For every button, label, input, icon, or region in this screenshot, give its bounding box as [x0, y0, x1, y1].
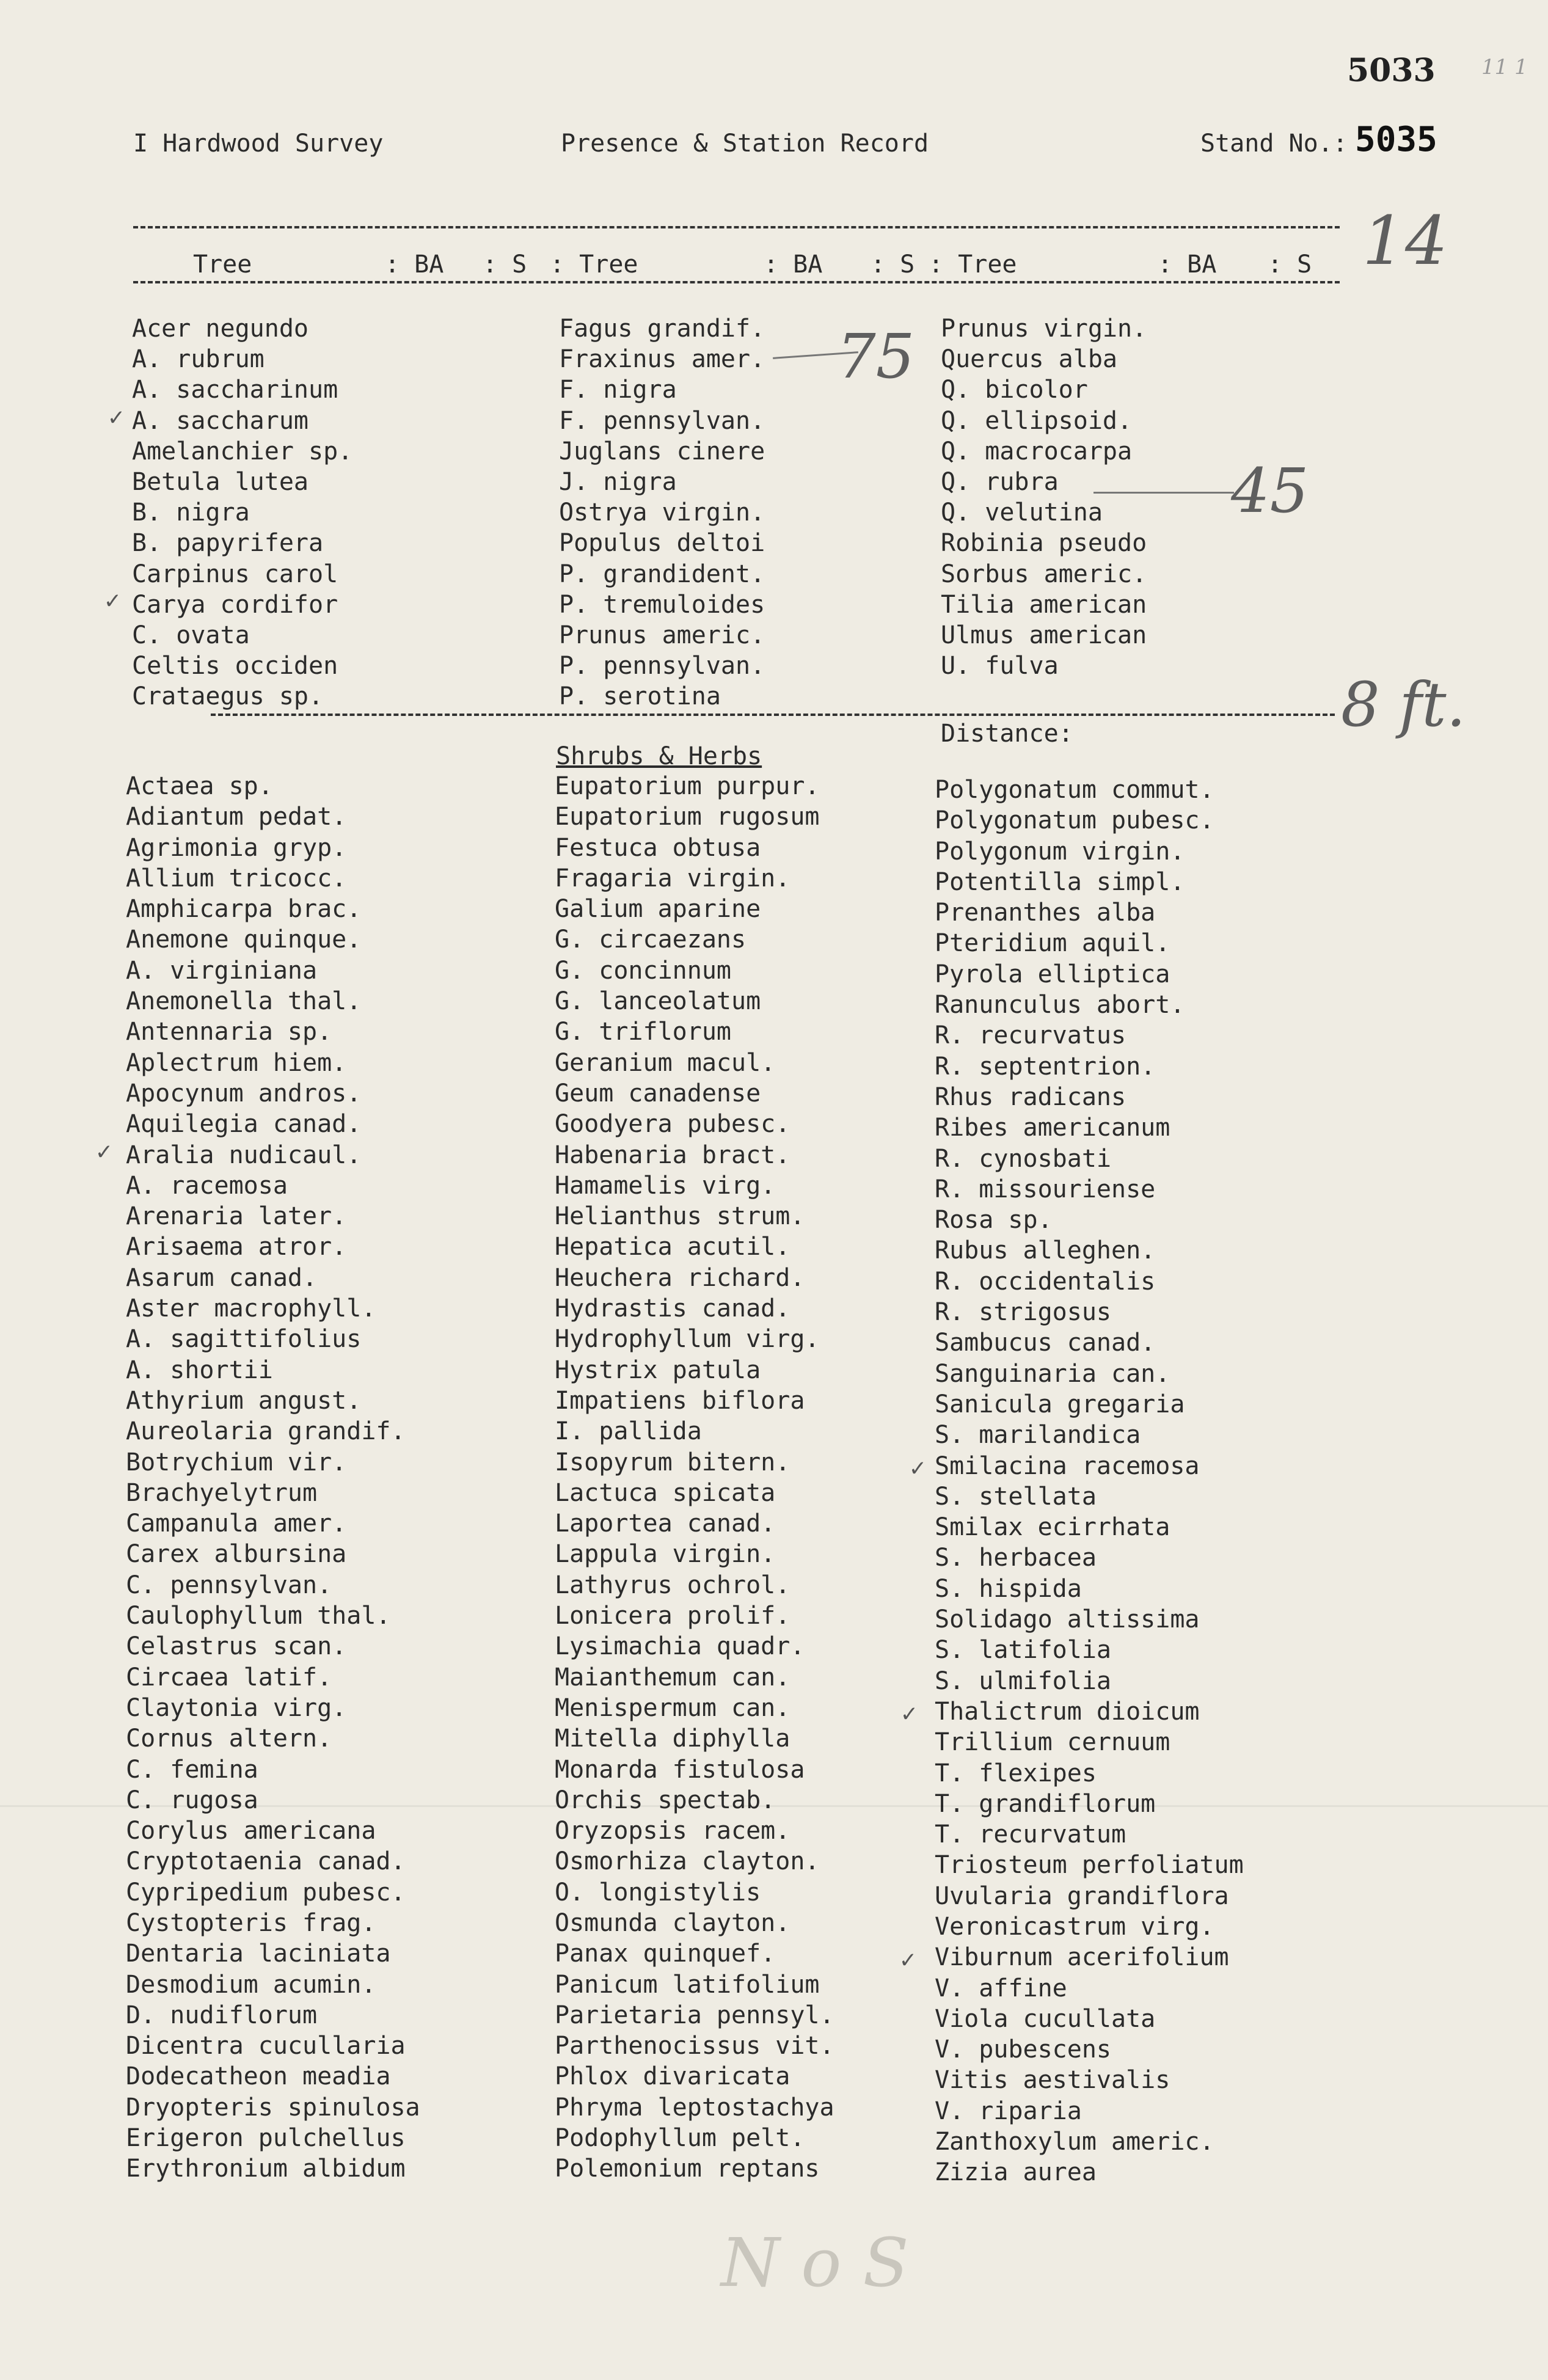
- list-item: S. latifolia: [935, 1636, 1111, 1665]
- list-item: Corylus americana: [126, 1817, 376, 1845]
- list-item: Viola cucullata: [935, 2004, 1156, 2033]
- list-item: Pyrola elliptica: [935, 960, 1170, 988]
- list-item: Cryptotaenia canad.: [126, 1847, 406, 1876]
- list-item: Amelanchier sp.: [132, 437, 353, 465]
- list-item: Lathyrus ochrol.: [555, 1571, 790, 1599]
- top-right-number: 5033: [1347, 52, 1436, 89]
- shrub-column-3: [935, 775, 1244, 2188]
- list-item: T. flexipes: [935, 1759, 1097, 1787]
- list-item: Veronicastrum virg.: [935, 1912, 1214, 1941]
- list-item: Sambucus canad.: [935, 1329, 1156, 1357]
- list-item: S. stellata: [935, 1482, 1097, 1511]
- list-item: A. saccharinum: [132, 376, 338, 404]
- list-item: Cystopteris frag.: [126, 1908, 376, 1937]
- list-item: Polygonatum pubesc.: [935, 806, 1214, 835]
- q-rubra-pointer-line: [1093, 492, 1234, 494]
- list-item: V. riparia: [935, 2097, 1082, 2125]
- list-item: Menispermum can.: [555, 1693, 790, 1722]
- list-item: Prunus virgin.: [941, 315, 1147, 343]
- list-item: Actaea sp.: [126, 772, 273, 800]
- margin-marks: 11 1: [1481, 55, 1528, 79]
- tree-table-bottom-rule: [211, 714, 1335, 716]
- list-item: Zanthoxylum americ.: [935, 2128, 1214, 2156]
- list-item: Ranunculus abort.: [935, 991, 1185, 1020]
- list-item: T. recurvatum: [935, 1820, 1126, 1849]
- list-item: Podophyllum pelt.: [555, 2124, 805, 2153]
- list-item: Allium tricocc.: [126, 864, 347, 892]
- list-item: Ribes americanum: [935, 1114, 1170, 1142]
- list-item: R. missouriense: [935, 1175, 1156, 1203]
- list-item: Aralia nudicaul.: [126, 1141, 362, 1169]
- list-item: Galium aparine: [555, 895, 761, 924]
- survey-title: I Hardwood Survey: [133, 130, 384, 158]
- list-item: Cypripedium pubesc.: [126, 1878, 406, 1907]
- list-item: Q. velutina: [941, 498, 1103, 527]
- handwritten-distance: 8 ft.: [1341, 669, 1466, 740]
- list-item: Impatiens biflora: [555, 1386, 805, 1415]
- list-item: Aplectrum hiem.: [126, 1048, 347, 1077]
- list-item: Antennaria sp.: [126, 1018, 332, 1046]
- list-item: G. lanceolatum: [555, 987, 761, 1016]
- list-item: P. grandident.: [559, 560, 765, 588]
- list-item: R. occidentalis: [935, 1267, 1156, 1296]
- list-item: Lactuca spicata: [555, 1478, 776, 1507]
- list-item: Anemonella thal.: [126, 987, 362, 1016]
- list-item: Hamamelis virg.: [555, 1171, 776, 1200]
- list-item: Hydrophyllum virg.: [555, 1325, 820, 1354]
- list-item: G. triflorum: [555, 1018, 731, 1046]
- list-item: Circaea latif.: [126, 1663, 332, 1692]
- list-item: Aureolaria grandif.: [126, 1417, 406, 1446]
- list-item: Hystrix patula: [555, 1356, 761, 1384]
- list-item: Erigeron pulchellus: [126, 2124, 406, 2153]
- list-item: Geum canadense: [555, 1079, 761, 1108]
- col-header-s-3: : S: [1268, 250, 1312, 279]
- list-item: Rhus radicans: [935, 1082, 1126, 1111]
- list-item: Uvularia grandiflora: [935, 1882, 1229, 1910]
- header-rule-top: [133, 226, 1340, 228]
- list-item: Dryopteris spinulosa: [126, 2093, 420, 2122]
- list-item: Adiantum pedat.: [126, 803, 347, 831]
- list-item: Carpinus carol: [132, 560, 338, 588]
- shrub-column-2: [555, 771, 834, 2185]
- list-item: Helianthus strum.: [555, 1202, 805, 1231]
- list-item: Polygonatum commut.: [935, 776, 1214, 804]
- list-item: Hydrastis canad.: [555, 1294, 790, 1323]
- handwritten-ba-fraxinus: 75: [837, 321, 915, 392]
- list-item: Solidago altissima: [935, 1605, 1200, 1634]
- list-item: A. sagittifolius: [126, 1325, 362, 1354]
- list-item: Tilia american: [941, 590, 1147, 619]
- list-item: C. ovata: [132, 621, 250, 649]
- list-item: Crataegus sp.: [132, 682, 324, 711]
- list-item: Eupatorium rugosum: [555, 803, 820, 831]
- list-item: Quercus alba: [941, 345, 1117, 374]
- list-item: S. herbacea: [935, 1544, 1097, 1572]
- list-item: Orchis spectab.: [555, 1786, 776, 1814]
- list-item: B. papyrifera: [132, 529, 324, 558]
- list-item: Celastrus scan.: [126, 1632, 347, 1661]
- list-item: Triosteum perfoliatum: [935, 1851, 1244, 1880]
- list-item: O. longistylis: [555, 1878, 761, 1907]
- list-item: Caulophyllum thal.: [126, 1602, 391, 1630]
- check-mark-icon: ✓: [900, 1946, 916, 1974]
- tree-column-3: [941, 313, 1147, 681]
- list-item: Asarum canad.: [126, 1263, 318, 1292]
- list-item: Maianthemum can.: [555, 1663, 790, 1692]
- list-item: Acer negundo: [132, 315, 309, 343]
- list-item: Dicentra cucullaria: [126, 2032, 406, 2061]
- list-item: Phryma leptostachya: [555, 2093, 834, 2122]
- shrub-column-1: [126, 771, 420, 2185]
- list-item: Potentilla simpl.: [935, 867, 1185, 896]
- handwritten-bottom-note: N o S: [721, 2224, 909, 2302]
- list-item: Fraxinus amer.: [559, 345, 765, 374]
- list-item: Celtis occiden: [132, 652, 338, 681]
- list-item: R. recurvatus: [935, 1021, 1126, 1050]
- record-title: Presence & Station Record: [561, 130, 929, 158]
- col-header-ba-1: : BA: [385, 250, 444, 279]
- check-mark-icon: ✓: [902, 1699, 917, 1728]
- col-header-tree-1: Tree: [193, 250, 252, 279]
- handwritten-count: 14: [1362, 202, 1448, 280]
- tree-column-2: [559, 313, 765, 712]
- list-item: Vitis aestivalis: [935, 2066, 1170, 2095]
- list-item: Brachyelytrum: [126, 1478, 318, 1507]
- list-item: Lappula virgin.: [555, 1540, 776, 1569]
- col-header-ba-2: : BA: [764, 250, 823, 279]
- list-item: Smilacina racemosa: [935, 1451, 1200, 1480]
- list-item: C. pennsylvan.: [126, 1571, 332, 1599]
- list-item: Eupatorium purpur.: [555, 772, 820, 800]
- tree-column-1: [132, 313, 352, 712]
- list-item: Erythronium albidum: [126, 2155, 406, 2183]
- list-item: Fragaria virgin.: [555, 864, 790, 892]
- list-item: Arisaema atror.: [126, 1233, 347, 1261]
- handwritten-ba-q-rubra: 45: [1231, 455, 1309, 527]
- list-item: Rubus alleghen.: [935, 1236, 1156, 1265]
- list-item: Lonicera prolif.: [555, 1602, 790, 1630]
- list-item: Hepatica acutil.: [555, 1233, 790, 1261]
- list-item: Populus deltoi: [559, 529, 765, 558]
- stand-number: 5035: [1355, 120, 1437, 159]
- list-item: F. nigra: [559, 376, 677, 404]
- list-item: P. pennsylvan.: [559, 652, 765, 681]
- list-item: Zizia aurea: [935, 2158, 1097, 2187]
- shrubs-herbs-title: Shrubs & Herbs: [556, 742, 762, 770]
- list-item: Heuchera richard.: [555, 1263, 805, 1292]
- check-mark-icon: ✓: [97, 1137, 112, 1166]
- list-item: Lysimachia quadr.: [555, 1632, 805, 1661]
- list-item: Athyrium angust.: [126, 1386, 362, 1415]
- list-item: Trillium cernuum: [935, 1728, 1170, 1757]
- list-item: Polygonum virgin.: [935, 837, 1185, 866]
- list-item: Thalictrum dioicum: [935, 1697, 1200, 1726]
- list-item: Osmunda clayton.: [555, 1908, 790, 1937]
- list-item: Ulmus american: [941, 621, 1147, 649]
- list-item: Monarda fistulosa: [555, 1755, 805, 1784]
- list-item: J. nigra: [559, 467, 677, 496]
- col-header-ba-3: : BA: [1158, 250, 1217, 279]
- list-item: U. fulva: [941, 652, 1059, 681]
- list-item: Apocynum andros.: [126, 1079, 362, 1108]
- list-item: Viburnum acerifolium: [935, 1943, 1229, 1972]
- list-item: Q. ellipsoid.: [941, 406, 1133, 435]
- list-item: B. nigra: [132, 498, 250, 527]
- list-item: Prunus americ.: [559, 621, 765, 649]
- list-item: Botrychium vir.: [126, 1448, 347, 1477]
- stand-label: Stand No.:: [1200, 130, 1348, 158]
- list-item: Isopyrum bitern.: [555, 1448, 790, 1477]
- distance-label: Distance:: [941, 720, 1073, 748]
- list-item: Dentaria laciniata: [126, 1940, 391, 1968]
- list-item: S. marilandica: [935, 1421, 1141, 1450]
- list-item: G. circaezans: [555, 925, 747, 954]
- list-item: Arenaria later.: [126, 1202, 347, 1231]
- list-item: Panax quinquef.: [555, 1940, 776, 1968]
- list-item: Desmodium acumin.: [126, 1970, 376, 1999]
- paper-fold-line: [0, 1805, 1548, 1807]
- list-item: Aster macrophyll.: [126, 1294, 376, 1323]
- list-item: Cornus altern.: [126, 1725, 332, 1753]
- list-item: Parthenocissus vit.: [555, 2032, 834, 2061]
- list-item: Campanula amer.: [126, 1509, 347, 1538]
- list-item: Carex albursina: [126, 1540, 347, 1569]
- list-item: Aquilegia canad.: [126, 1110, 362, 1139]
- list-item: Agrimonia gryp.: [126, 833, 347, 862]
- list-item: Geranium macul.: [555, 1048, 776, 1077]
- list-item: S. hispida: [935, 1574, 1082, 1603]
- list-item: Festuca obtusa: [555, 833, 761, 862]
- list-item: A. virginiana: [126, 956, 318, 985]
- list-item: Rosa sp.: [935, 1206, 1053, 1235]
- list-item: Sorbus americ.: [941, 560, 1147, 588]
- list-item: D. nudiflorum: [126, 2001, 318, 2029]
- check-mark-icon: ✓: [109, 403, 124, 431]
- list-item: Habenaria bract.: [555, 1141, 790, 1169]
- list-item: Osmorhiza clayton.: [555, 1847, 820, 1876]
- list-item: A. rubrum: [132, 345, 265, 374]
- list-item: Oryzopsis racem.: [555, 1817, 790, 1845]
- list-item: Panicum latifolium: [555, 1970, 820, 1999]
- list-item: P. serotina: [559, 682, 721, 711]
- list-item: Robinia pseudo: [941, 529, 1147, 558]
- list-item: P. tremuloides: [559, 590, 765, 619]
- list-item: A. shortii: [126, 1356, 273, 1384]
- list-item: Phlox divaricata: [555, 2062, 790, 2091]
- list-item: Dodecatheon meadia: [126, 2062, 391, 2091]
- list-item: G. concinnum: [555, 956, 731, 985]
- list-item: R. septentrion.: [935, 1052, 1156, 1081]
- list-item: Q. rubra: [941, 467, 1059, 496]
- col-header-tree-3: : Tree: [929, 250, 1017, 279]
- list-item: V. affine: [935, 1974, 1067, 2002]
- list-item: Mitella diphylla: [555, 1725, 790, 1753]
- list-item: Anemone quinque.: [126, 925, 362, 954]
- list-item: C. femina: [126, 1755, 258, 1784]
- list-item: Ostrya virgin.: [559, 498, 765, 527]
- list-item: Betula lutea: [132, 467, 309, 496]
- col-header-tree-2: : Tree: [550, 250, 638, 279]
- list-item: Polemonium reptans: [555, 2155, 820, 2183]
- list-item: Carya cordifor: [132, 590, 338, 619]
- list-item: R. strigosus: [935, 1298, 1111, 1327]
- list-item: Goodyera pubesc.: [555, 1110, 790, 1139]
- list-item: Amphicarpa brac.: [126, 895, 362, 924]
- list-item: Sanguinaria can.: [935, 1359, 1170, 1388]
- list-item: S. ulmifolia: [935, 1666, 1111, 1695]
- list-item: Sanicula gregaria: [935, 1390, 1185, 1418]
- list-item: T. grandiflorum: [935, 1789, 1156, 1818]
- list-item: I. pallida: [555, 1417, 702, 1446]
- list-item: Laportea canad.: [555, 1509, 776, 1538]
- list-item: Parietaria pennsyl.: [555, 2001, 834, 2029]
- header-rule-bottom: [133, 281, 1340, 283]
- list-item: Fagus grandif.: [559, 315, 765, 343]
- list-item: A. racemosa: [126, 1171, 288, 1200]
- list-item: F. pennsylvan.: [559, 406, 765, 435]
- list-item: Prenanthes alba: [935, 899, 1156, 927]
- check-mark-icon: ✓: [105, 586, 120, 615]
- col-header-s-1: : S: [483, 250, 527, 279]
- list-item: Claytonia virg.: [126, 1693, 347, 1722]
- list-item: Smilax ecirrhata: [935, 1513, 1170, 1542]
- list-item: A. saccharum: [132, 406, 309, 435]
- list-item: R. cynosbati: [935, 1144, 1111, 1173]
- list-item: C. rugosa: [126, 1786, 258, 1814]
- list-item: Pteridium aquil.: [935, 929, 1170, 958]
- list-item: Juglans cinere: [559, 437, 765, 465]
- list-item: Q. macrocarpa: [941, 437, 1133, 465]
- list-item: Q. bicolor: [941, 376, 1088, 404]
- list-item: V. pubescens: [935, 2035, 1111, 2064]
- check-mark-icon: ✓: [910, 1454, 926, 1482]
- col-header-s-2: : S: [871, 250, 915, 279]
